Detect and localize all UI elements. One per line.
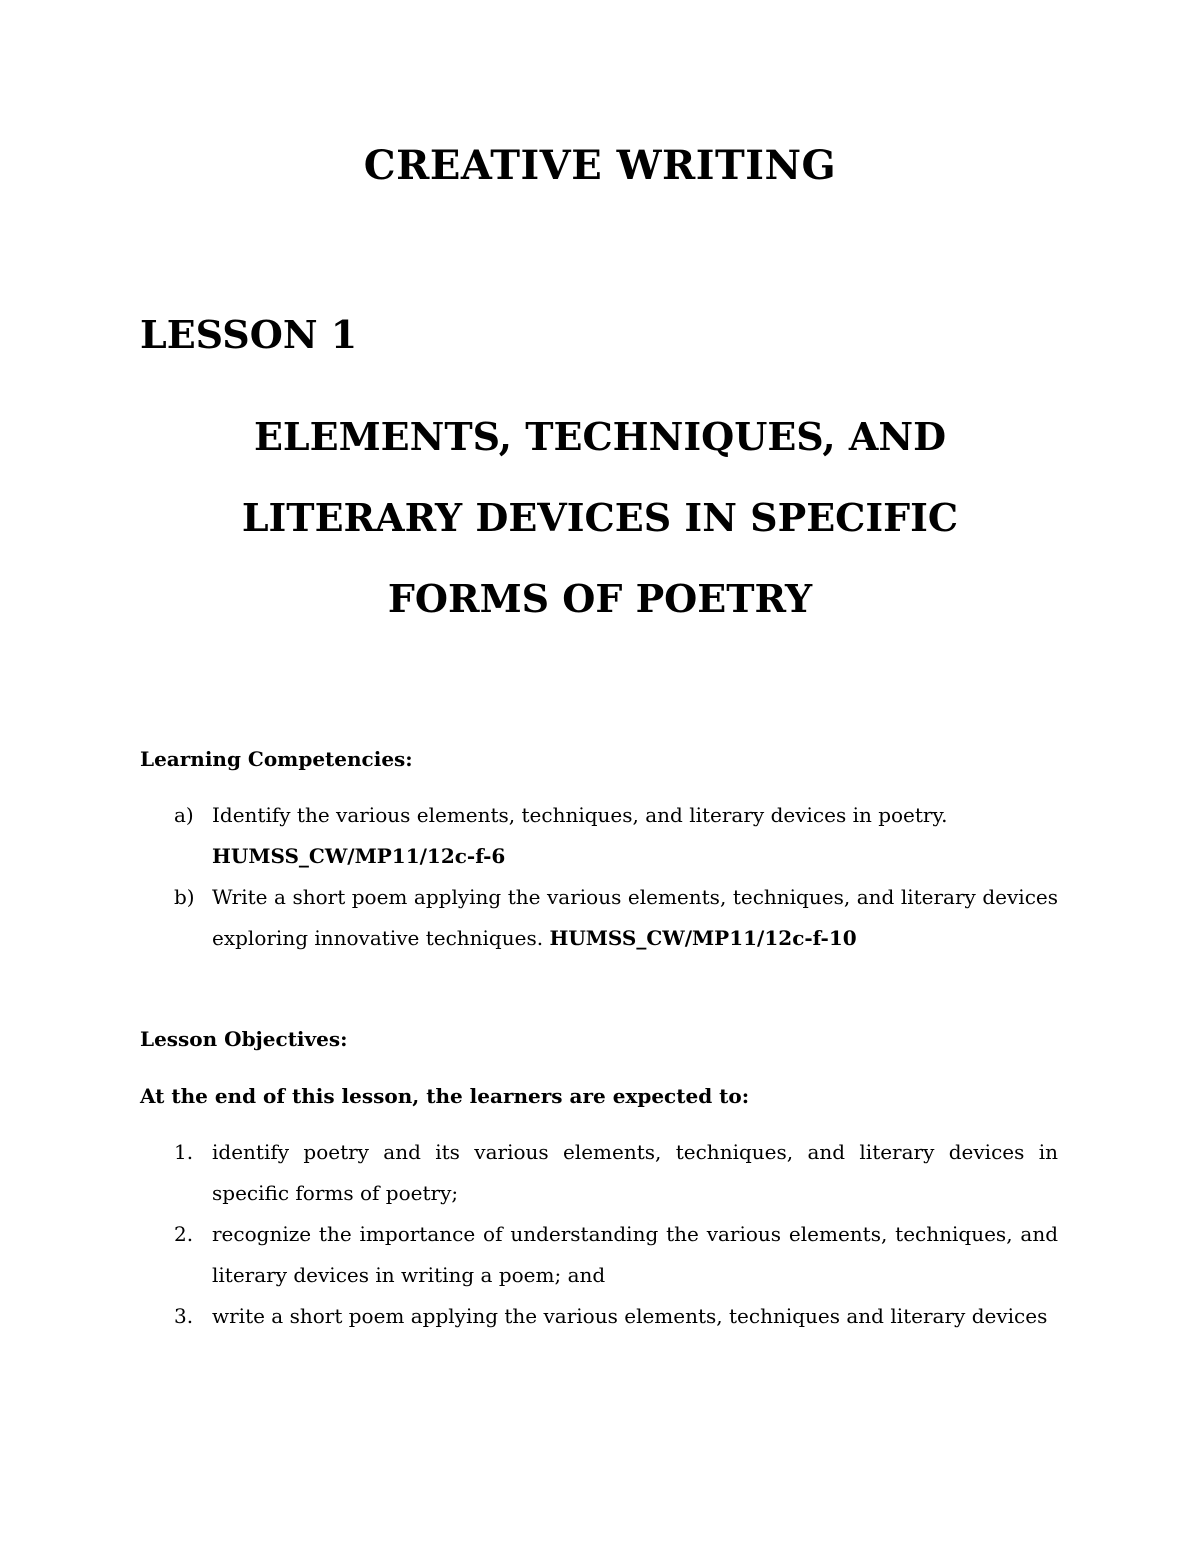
list-marker: b) bbox=[174, 885, 195, 909]
lesson-title-line: FORMS OF POETRY bbox=[387, 576, 813, 621]
list-marker: 2. bbox=[174, 1222, 194, 1246]
objectives-heading: Lesson Objectives: bbox=[140, 1027, 348, 1051]
list-marker: 1. bbox=[174, 1140, 194, 1164]
list-item bbox=[140, 1296, 1058, 1337]
lesson-title bbox=[0, 396, 1200, 639]
competencies-heading: Learning Competencies: bbox=[140, 747, 413, 771]
competency-list bbox=[140, 795, 1058, 959]
objectives-intro: At the end of this lesson, the learners are expected to: bbox=[140, 1084, 750, 1108]
list-item bbox=[140, 877, 1058, 959]
document-title: CREATIVE WRITING bbox=[363, 142, 837, 189]
competency-code: HUMSS_CW/MP11/12c-f-6 bbox=[212, 844, 506, 868]
list-item bbox=[140, 1214, 1058, 1296]
list-item bbox=[140, 795, 1058, 877]
objective-text: recognize the importance of understanding the various elements, techniques, and literary devices in writing a poem; and bbox=[212, 1222, 1058, 1287]
objective-list bbox=[140, 1132, 1058, 1337]
objective-text: write a short poem applying the various elements, techniques and literary devices bbox=[212, 1304, 1048, 1328]
list-marker: a) bbox=[174, 803, 194, 827]
lesson-title-line: ELEMENTS, TECHNIQUES, AND bbox=[253, 414, 947, 459]
competency-text: Identify the various elements, techniques, and literary devices in poetry. bbox=[212, 803, 948, 827]
list-marker: 3. bbox=[174, 1304, 194, 1328]
list-item bbox=[140, 1132, 1058, 1214]
objective-text: identify poetry and its various elements, techniques, and literary devices in specific forms of poetry; bbox=[212, 1140, 1058, 1205]
lesson-title-line: LITERARY DEVICES IN SPECIFIC bbox=[241, 495, 959, 540]
competency-code: HUMSS_CW/MP11/12c-f-10 bbox=[549, 926, 857, 950]
competency-text: Write a short poem applying the various elements, techniques, and literary devices exploring innovative techniques. bbox=[212, 885, 1058, 950]
lesson-number: LESSON 1 bbox=[140, 312, 358, 357]
